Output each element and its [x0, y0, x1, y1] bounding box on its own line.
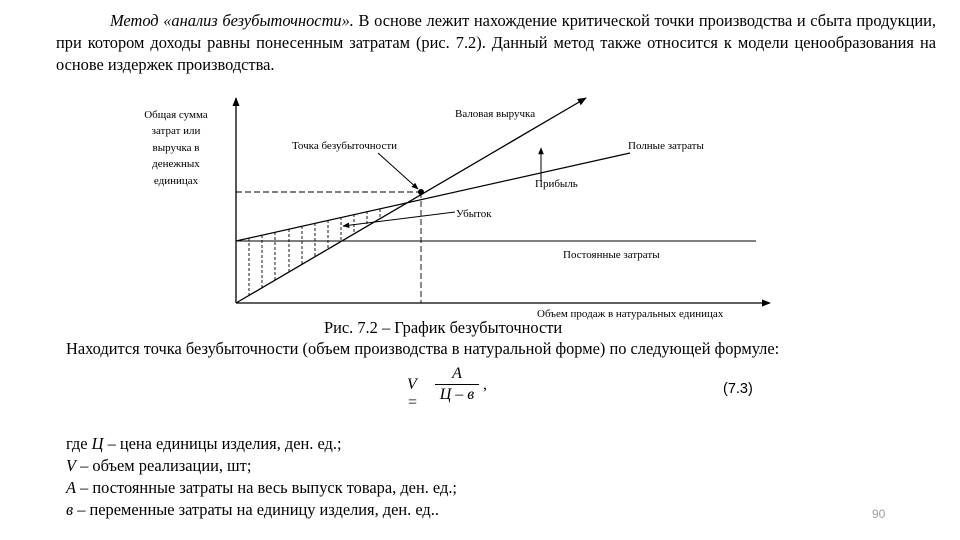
method-term: Метод «анализ безубыточности». [110, 11, 354, 30]
intro-text: В основе лежит нахождение критической точки производства и сбыта продукции, при котором доходы равны понесенным затратам (рис. 7.2). Данный метод также относится к модели ценообразования на основе издержек производства. [56, 11, 937, 74]
breakeven-label: Точка безубыточности [292, 140, 398, 152]
profit-label: Прибыль [535, 178, 578, 190]
revenue-label: Валовая выручка [455, 108, 536, 120]
definition-row [66, 433, 457, 455]
formula-denominator: Ц – в [439, 386, 475, 403]
revenue-line [236, 98, 586, 303]
breakeven-point [418, 189, 424, 195]
definition-symbol: А [66, 478, 77, 497]
y-label-line: Общая сумма [144, 109, 208, 121]
loss-label: Убыток [456, 208, 492, 220]
page-number: 90 [872, 507, 886, 521]
definition-text: – объем реализации, шт; [76, 456, 252, 475]
loss-area-hatching [249, 209, 380, 295]
formula-numerator: А [452, 365, 462, 382]
loss-pointer-arrow [343, 212, 455, 226]
total-costs-label: Полные затраты [628, 140, 704, 152]
y-label-line: выручка в [152, 142, 200, 154]
variable-definitions [66, 433, 457, 521]
y-label-line: денежных [152, 158, 200, 170]
y-label-line: единицах [153, 175, 199, 187]
x-axis-label: Объем продаж в натуральных единицах [537, 308, 724, 320]
y-axis-label [144, 109, 208, 187]
formula-fraction [433, 364, 481, 405]
figure-caption: Рис. 7.2 – График безубыточности [324, 318, 563, 337]
y-label-line: затрат или [151, 125, 201, 137]
definition-text: – переменные затраты на единицу изделия, ден. ед.. [73, 500, 439, 519]
total-costs-line [236, 153, 630, 241]
fixed-costs-label: Постоянные затраты [563, 249, 660, 261]
definition-symbol: в [66, 500, 74, 519]
definition-row [66, 455, 457, 477]
equation-number: (7.3) [723, 381, 753, 397]
definition-text: – цена единицы изделия, ден. ед.; [103, 434, 342, 453]
formula-intro: Находится точка безубыточности (объем производства в натуральной форме) по следующей формуле: [66, 339, 780, 358]
definition-text: – постоянные затраты на весь выпуск товара, ден. ед.; [76, 478, 457, 497]
definition-symbol: V [66, 456, 77, 475]
formula-comma: , [483, 376, 487, 393]
definition-row [66, 477, 457, 499]
definition-symbol: где Ц [66, 434, 104, 453]
definition-row [66, 499, 457, 521]
breakeven-pointer-arrow [378, 153, 418, 189]
formula-lhs: V = [407, 376, 418, 411]
